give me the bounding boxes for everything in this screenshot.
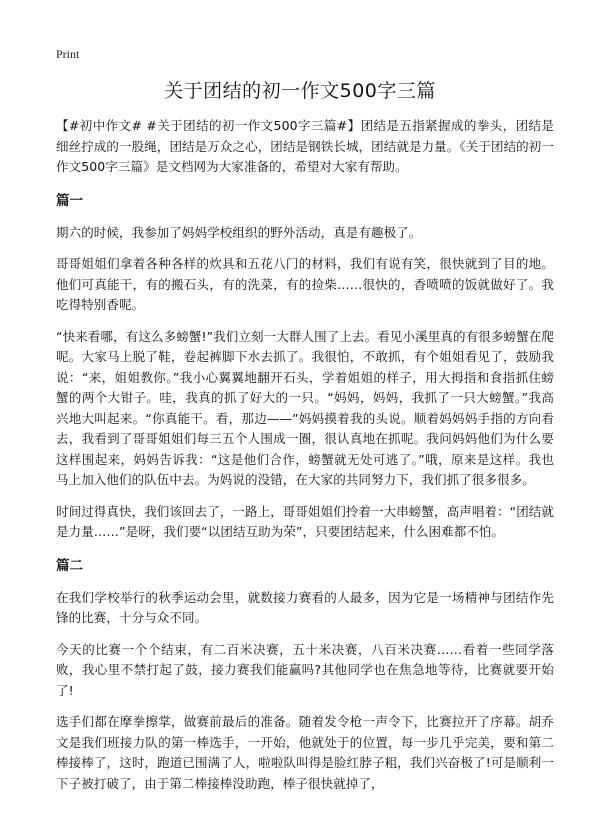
paragraph: “快来看哪，有这么多螃蟹!”我们立刻一大群人围了上去。看见小溪里真的有很多螃蟹在爬呢。大家马上脱了鞋，卷起裤脚下水去抓了。我很怕，不敢抓，有个姐姐看见了，鼓励我说：“来，姐姐教你。”我小心翼翼地翻开石头，学着姐姐的样子，用大拇指和食指抓住螃蟹的两个大钳子。哇，我真的抓了好大的一只。“妈妈，妈妈，我抓了一只大螃蟹。”我高兴地大叫起来。“你真能干。看，那边——”妈妈摸着我的头说。顺着妈妈妈手指的方向看去，我看到了哥哥姐姐们每三五个人围成一圈，很认真地在抓呢。我问妈妈他们为什么要这样围起来，妈妈告诉我：“这是他们合作，螃蟹就无处可逃了。”哦，原来是这样。我也马上加入他们的队伍中去。为妈说的没错，在大家的共同努力下，我们抓了很多很多。 — [56, 328, 554, 487]
paragraph: 时间过得真快，我们该回去了，一路上，哥哥姐姐们拎着一大串螃蟹，高声唱着：“团结就是力量……”是呀，我们要“以团结互助为荣”，只要团结起来，什么困难都不怕。 — [56, 503, 554, 539]
print-link[interactable]: Print — [56, 47, 80, 61]
page-title: 关于团结的初一作文500字三篇 — [164, 80, 436, 102]
paragraph: 在我们学校举行的秋季运动会里，就数接力赛看的人最多，因为它是一场精神与团结作先锋的比赛，十分与众不同。 — [56, 589, 554, 625]
intro-paragraph: 【#初中作文# #关于团结的初一作文500字三篇#】团结是五指紧握成的拳头，团结是细丝拧成的一股绳，团结是万众之心，团结是钢铁长城，团结就是力量。《关于团结的初一作文500字三篇》是文档网为大家准备的，希望对大家有帮助。 — [56, 118, 554, 174]
paragraph: 期六的时候，我参加了妈妈学校组织的野外活动，真是有趣极了。 — [56, 224, 422, 240]
paragraph: 哥哥姐姐们拿着各种各样的炊具和五花八门的材料，我们有说有笑，很快就到了目的地。他们可真能干，有的搬石头，有的洗菜，有的捡柴……很快的，香喷喷的饭就做好了。我吃得特别香呢。 — [56, 256, 554, 312]
section-heading-2: 篇二 — [56, 557, 83, 574]
paragraph: 今天的比赛一个个结束，有二百米决赛，五十米决赛，八百米决赛……看着一些同学落败，我心里不禁打起了鼓，接力赛我们能赢吗?其他同学也在焦急地等待，比赛就要开始了! — [56, 641, 554, 698]
paragraph: 选手们都在摩拳擦掌，做赛前最后的准备。随着发令枪一声令下，比赛拉开了序幕。胡乔文是我们班接力队的第一棒选手，一开始，他就处于的位置，每一步几乎完美，要和第二棒接棒了，这时，跑道已围满了人，啦啦队叫得是脸红脖子粗，我们兴奋极了!可是顺利一下子被打破了，由于第二棒接棒没助跑，棒子很快就掉了， — [56, 714, 554, 791]
article-body — [56, 116, 554, 805]
section-heading-1: 篇一 — [56, 192, 83, 209]
